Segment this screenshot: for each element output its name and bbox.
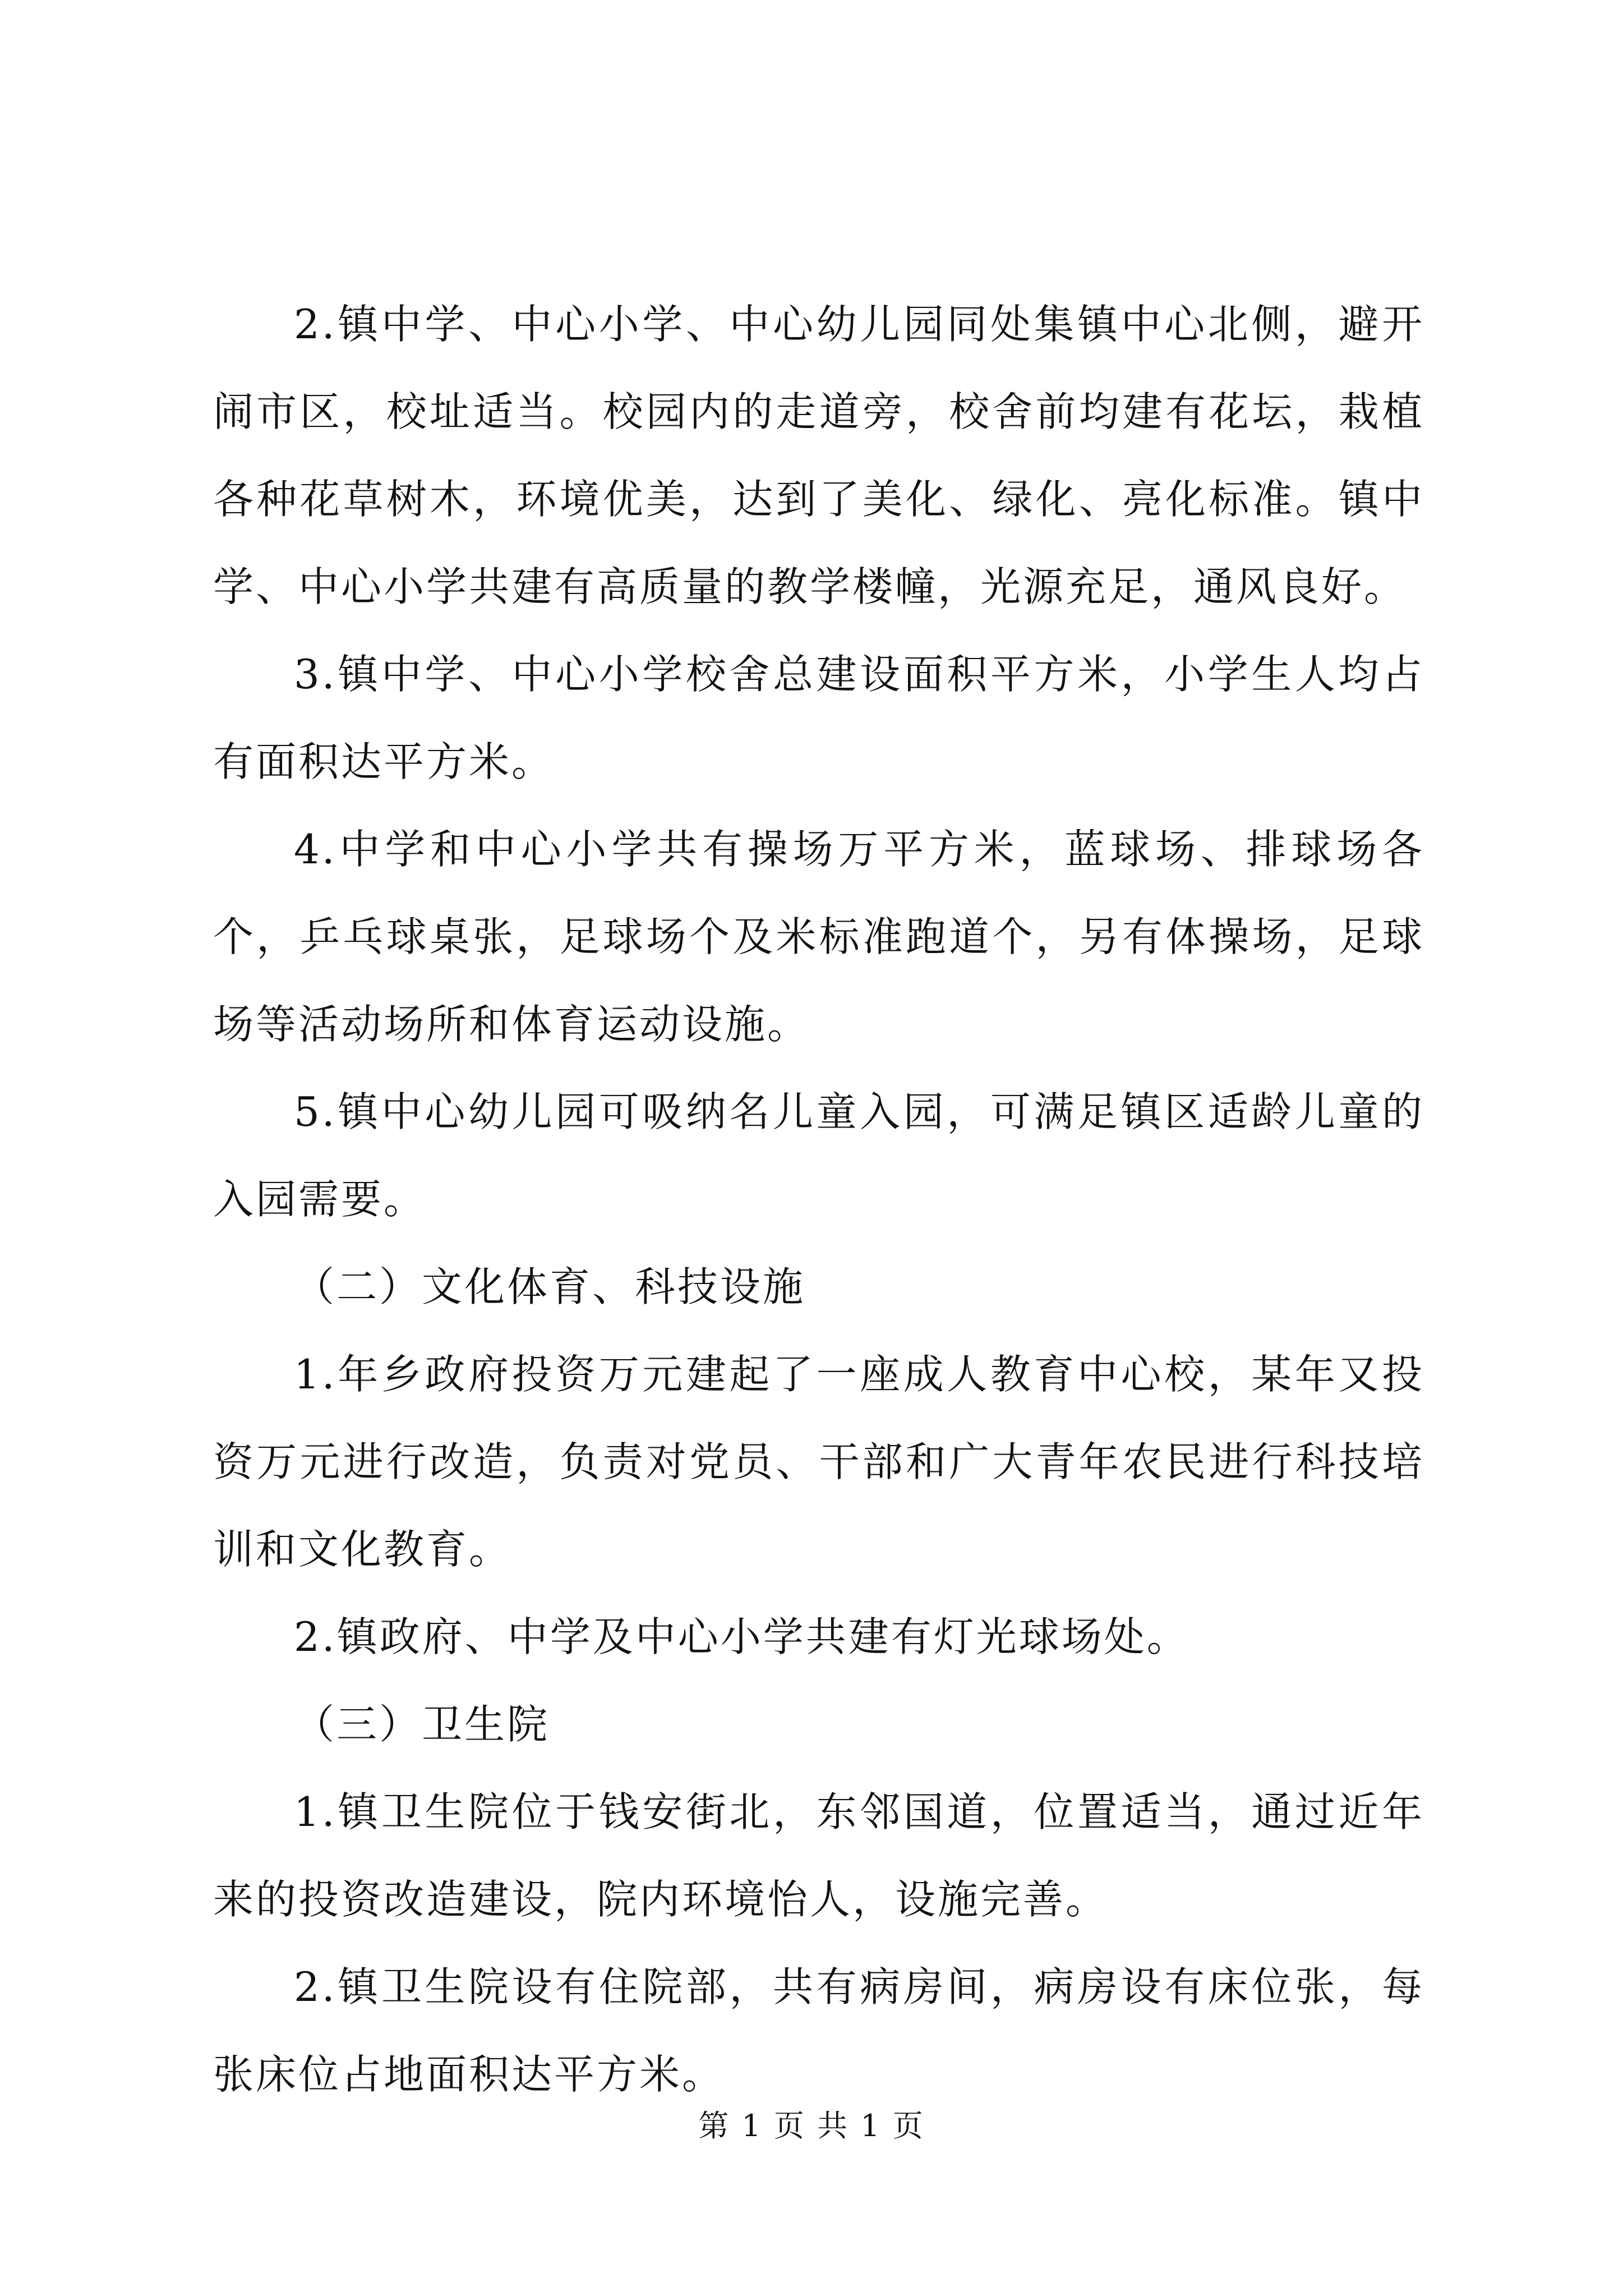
paragraph-school-location: 2.镇中学、中心小学、中心幼儿园同处集镇中心北侧，避开闹市区，校址适当。校园内的走道旁，校舍前均建有花坛，栽植各种花草树木，环境优美，达到了美化、绿化、亮化标准。镇中学、中心小学共建有高质量的教学楼幢，光源充足，通风良好。 <box>213 301 1424 610</box>
section-heading-hospital: （三）卫生院 <box>294 1701 550 1748</box>
paragraph-sports-grounds: 4.中学和中心小学共有操场万平方米，蓝球场、排球场各个，乒乓球桌张，足球场个及米标准跑道个，另有体操场，足球场等活动场所和体育运动设施。 <box>213 826 1424 1048</box>
paragraph-kindergarten: 5.镇中心幼儿园可吸纳名儿童入园，可满足镇区适龄儿童的入园需要。 <box>213 1088 1424 1223</box>
paragraph-school-area: 3.镇中学、中心小学校舍总建设面积平方米，小学生人均占有面积达平方米。 <box>213 651 1424 785</box>
paragraph-hospital-wards: 2.镇卫生院设有住院部，共有病房间，病房设有床位张，每张床位占地面积达平方米。 <box>213 1963 1424 2098</box>
paragraph-lighted-courts: 2.镇政府、中学及中心小学共建有灯光球场处。 <box>294 1613 1189 1660</box>
paragraph-hospital-location: 1.镇卫生院位于钱安街北，东邻国道，位置适当，通过近年来的投资改造建设，院内环境怡人，设施完善。 <box>213 1788 1424 1923</box>
section-heading-culture: （二）文化体育、科技设施 <box>294 1263 806 1310</box>
document-body <box>213 280 1424 2118</box>
paragraph-adult-education: 1.年乡政府投资万元建起了一座成人教育中心校，某年又投资万元进行改造，负责对党员、干部和广大青年农民进行科技培训和文化教育。 <box>213 1351 1424 1573</box>
page-footer: 第 1 页 共 1 页 <box>698 2108 925 2143</box>
